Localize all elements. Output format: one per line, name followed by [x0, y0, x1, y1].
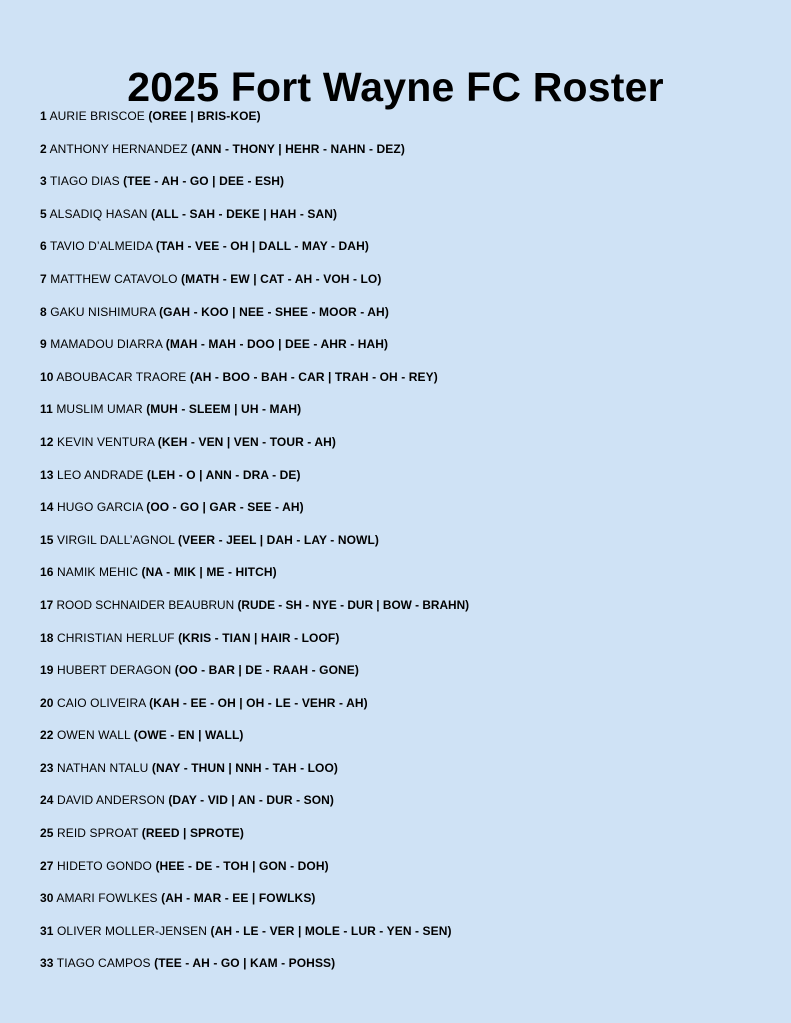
player-pronunciation: (OO - BAR | DE - RAAH - GONE)	[174, 663, 359, 678]
player-name: OWEN WALL	[57, 728, 131, 743]
player-number: 9	[40, 337, 47, 352]
player-pronunciation: (KAH - EE - OH | OH - LE - VEHR - AH)	[149, 695, 368, 710]
player-pronunciation: (VEER - JEEL | DAH - LAY - NOWL)	[177, 532, 379, 547]
player-name: ALSADIQ HASAN	[49, 206, 148, 221]
player-number: 7	[40, 271, 47, 286]
player-name: NAMIK MEHIC	[57, 565, 139, 580]
roster-row	[40, 850, 790, 883]
player-number: 12	[40, 434, 54, 449]
roster-row	[40, 296, 790, 329]
roster-row	[40, 426, 790, 459]
player-pronunciation: (OO - GO | GAR - SEE - AH)	[146, 500, 304, 515]
player-number: 31	[40, 923, 54, 938]
player-number: 24	[40, 793, 54, 808]
player-name: MUSLIM UMAR	[56, 402, 143, 417]
player-pronunciation: (TEE - AH - GO | DEE - ESH)	[123, 174, 285, 189]
player-name: LEO ANDRADE	[57, 467, 144, 482]
player-name: OLIVER MOLLER-JENSEN	[57, 923, 208, 938]
player-pronunciation: (MATH - EW | CAT - AH - VOH - LO)	[181, 271, 382, 286]
roster-list	[40, 100, 790, 980]
player-pronunciation: (REED | SPROTE)	[141, 826, 244, 841]
player-number: 6	[40, 239, 47, 254]
player-pronunciation: (MUH - SLEEM | UH - MAH)	[146, 402, 302, 417]
player-name: ANTHONY HERNANDEZ	[49, 141, 188, 156]
player-pronunciation: (OREE | BRIS-KOE)	[148, 109, 261, 123]
roster-row	[40, 230, 790, 263]
player-pronunciation: (LEH - O | ANN - DRA - DE)	[146, 467, 301, 482]
player-pronunciation: (MAH - MAH - DOO | DEE - AHR - HAH)	[165, 337, 389, 352]
player-pronunciation: (AH - MAR - EE | FOWLKS)	[161, 891, 316, 906]
roster-row	[40, 263, 790, 296]
player-pronunciation: (NAY - THUN | NNH - TAH - LOO)	[151, 760, 338, 775]
player-name: TIAGO DIAS	[50, 174, 120, 189]
player-pronunciation: (TEE - AH - GO | KAM - POHSS)	[154, 956, 336, 971]
roster-row	[40, 459, 790, 492]
player-number: 23	[40, 760, 54, 775]
player-pronunciation: (RUDE - SH - NYE - DUR | BOW - BRAHN)	[237, 597, 470, 612]
roster-row	[40, 947, 790, 980]
player-pronunciation: (DAY - VID | AN - DUR - SON)	[168, 793, 335, 808]
player-name: HUBERT DERAGON	[57, 663, 172, 678]
player-pronunciation: (ANN - THONY | HEHR - NAHN - DEZ)	[191, 141, 405, 156]
player-name: ROOD SCHNAIDER BEAUBRUN	[56, 597, 235, 612]
player-name: CAIO OLIVEIRA	[57, 695, 146, 710]
roster-row	[40, 133, 790, 166]
player-number: 15	[40, 532, 54, 547]
player-pronunciation: (HEE - DE - TOH | GON - DOH)	[155, 858, 329, 873]
player-pronunciation: (OWE - EN | WALL)	[133, 728, 244, 743]
player-number: 30	[40, 891, 54, 906]
player-number: 25	[40, 826, 54, 841]
roster-row	[40, 393, 790, 426]
player-name: CHRISTIAN HERLUF	[57, 630, 175, 645]
player-number: 8	[40, 304, 47, 319]
player-pronunciation: (AH - BOO - BAH - CAR | TRAH - OH - REY)	[189, 369, 438, 384]
player-number: 14	[40, 500, 54, 515]
roster-row	[40, 100, 790, 133]
roster-row	[40, 589, 790, 622]
roster-row	[40, 491, 790, 524]
roster-row	[40, 328, 790, 361]
player-name: HUGO GARCIA	[57, 500, 143, 515]
player-name: DAVID ANDERSON	[57, 793, 165, 808]
player-name: KEVIN VENTURA	[57, 434, 155, 449]
player-name: MAMADOU DIARRA	[50, 337, 163, 352]
roster-row	[40, 752, 790, 785]
roster-row	[40, 719, 790, 752]
player-number: 17	[40, 597, 54, 612]
player-name: REID SPROAT	[57, 826, 139, 841]
player-name: ABOUBACAR TRAORE	[56, 369, 187, 384]
player-name: NATHAN NTALU	[57, 760, 149, 775]
roster-row	[40, 165, 790, 198]
player-number: 27	[40, 858, 54, 873]
player-pronunciation: (NA - MIK | ME - HITCH)	[141, 565, 277, 580]
roster-row	[40, 654, 790, 687]
player-name: TIAGO CAMPOS	[56, 956, 151, 971]
player-name: HIDETO GONDO	[57, 858, 152, 873]
roster-row	[40, 198, 790, 231]
player-number: 18	[40, 630, 54, 645]
player-number: 10	[40, 369, 54, 384]
player-name: MATTHEW CATAVOLO	[50, 271, 178, 286]
player-number: 33	[40, 956, 54, 971]
player-number: 3	[40, 174, 47, 189]
player-pronunciation: (AH - LE - VER | MOLE - LUR - YEN - SEN)	[210, 923, 452, 938]
player-number: 13	[40, 467, 54, 482]
player-name: GAKU NISHIMURA	[50, 304, 156, 319]
player-number: 20	[40, 695, 54, 710]
roster-row	[40, 915, 790, 948]
roster-row	[40, 687, 790, 720]
player-number: 5	[40, 206, 47, 221]
roster-row	[40, 556, 790, 589]
player-pronunciation: (KRIS - TIAN | HAIR - LOOF)	[178, 630, 340, 645]
player-name: AURIE BRISCOE	[49, 109, 145, 123]
player-number: 1	[40, 109, 47, 123]
player-number: 19	[40, 663, 54, 678]
player-pronunciation: (KEH - VEN | VEN - TOUR - AH)	[157, 434, 337, 449]
roster-row	[40, 784, 790, 817]
player-number: 16	[40, 565, 54, 580]
roster-row	[40, 882, 790, 915]
page-title: 2025 Fort Wayne FC Roster	[127, 64, 664, 111]
player-pronunciation: (TAH - VEE - OH | DALL - MAY - DAH)	[155, 239, 369, 254]
player-number: 22	[40, 728, 54, 743]
roster-row	[40, 361, 790, 394]
roster-row	[40, 817, 790, 850]
player-pronunciation: (ALL - SAH - DEKE | HAH - SAN)	[151, 206, 338, 221]
player-number: 2	[40, 141, 47, 156]
player-pronunciation: (GAH - KOO | NEE - SHEE - MOOR - AH)	[159, 304, 389, 319]
player-number: 11	[40, 402, 53, 417]
roster-row	[40, 622, 790, 655]
player-name: AMARI FOWLKES	[56, 891, 158, 906]
player-name: TAVIO D’ALMEIDA	[50, 239, 153, 254]
roster-row	[40, 524, 790, 557]
player-name: VIRGIL DALL’AGNOL	[57, 532, 175, 547]
